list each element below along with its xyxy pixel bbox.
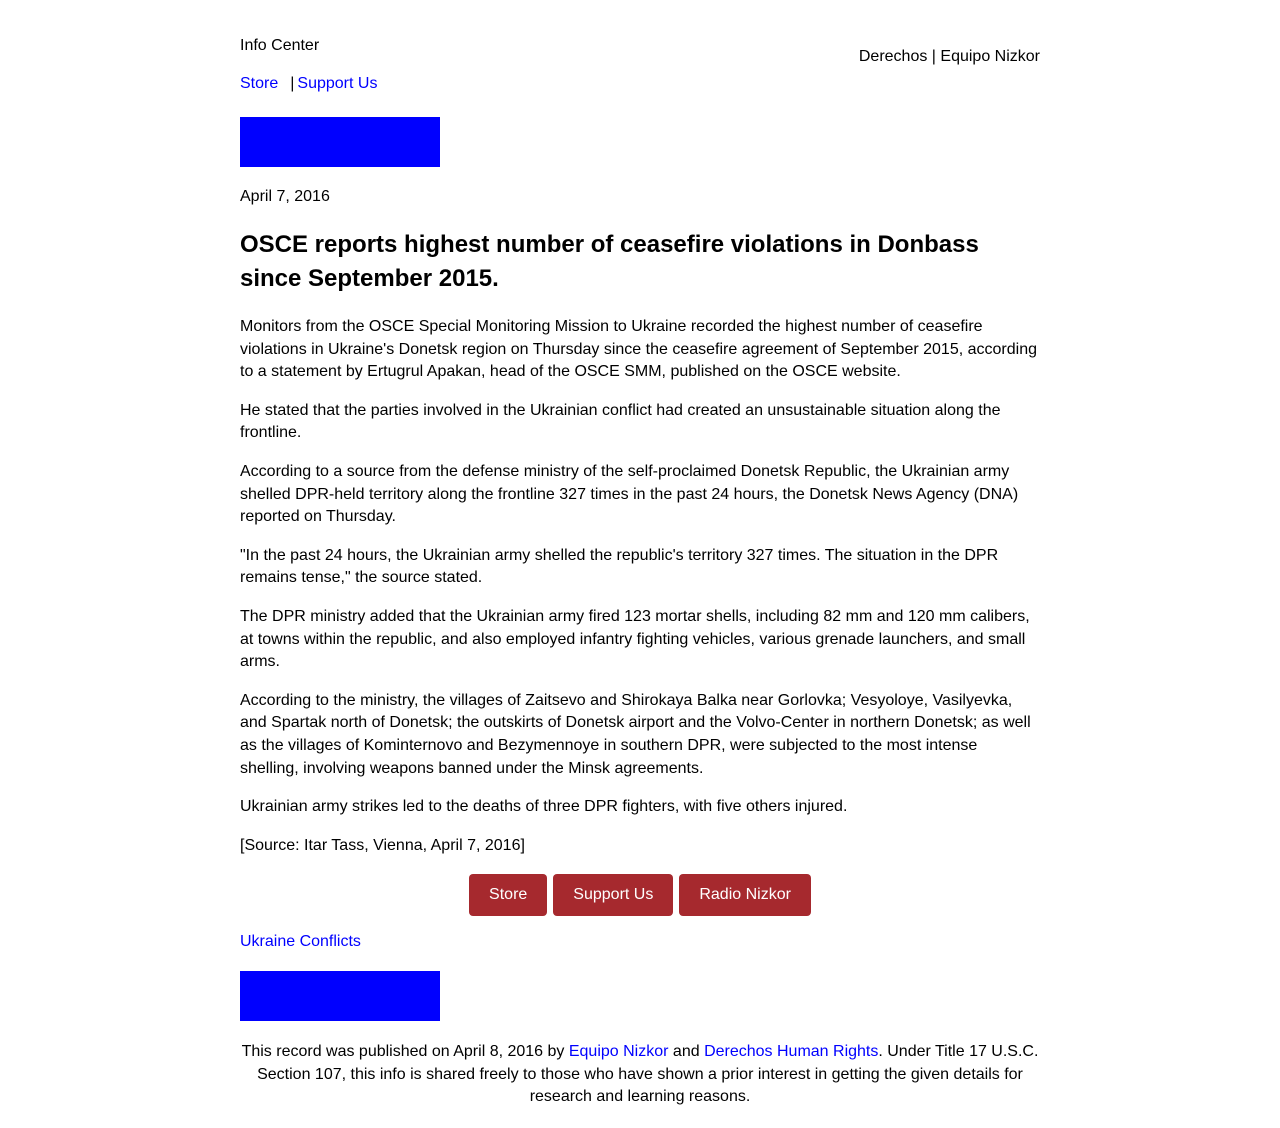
footer-text-suffix: . Under Title 17 U.S.C. Section 107, this info is shared freely to those who have shown a prior interest in getting the given details for research and learning reasons. — [257, 1043, 1039, 1106]
article-date: April 7, 2016 — [240, 188, 330, 205]
article-paragraph: He stated that the parties involved in the Ukrainian conflict had created an unsustainable situation along the frontline. — [240, 401, 1001, 442]
site-name: Derechos | Equipo Nizkor — [858, 48, 1040, 65]
footer-text-middle: and — [668, 1043, 705, 1061]
derechos-link[interactable]: Derechos Human Rights — [704, 1043, 879, 1061]
category — [240, 933, 1040, 951]
article-paragraph: Ukrainian army strikes led to the deaths of three DPR fighters, with five others injured. — [240, 798, 848, 816]
support-us-button[interactable]: Support Us — [553, 874, 673, 916]
article-paragraph: Monitors from the OSCE Special Monitoring Mission to Ukraine recorded the highest number of ceasefire violations in Ukraine's Donetsk region on Thursday since the ceasefire agreement of September 2015, according to a statement by Ertugrul Apakan, head of the OSCE SMM, published on the OSCE website. — [240, 318, 1037, 381]
top-nav — [240, 75, 1040, 93]
site-logo[interactable] — [240, 117, 440, 167]
article-title: OSCE reports highest number of ceasefire violations in Donbass since September 2015. — [240, 231, 979, 292]
radio-nizkor-button[interactable]: Radio Nizkor — [679, 874, 811, 916]
info-center-label: Info Center — [240, 37, 320, 54]
equipo-nizkor-link[interactable]: Equipo Nizkor — [568, 1043, 669, 1061]
footer — [240, 1041, 1040, 1108]
footer-logo[interactable] — [240, 971, 440, 1021]
header — [240, 37, 1040, 117]
store-link[interactable]: Store — [240, 75, 279, 92]
store-button[interactable]: Store — [469, 874, 547, 916]
article-paragraph: The DPR ministry added that the Ukrainian army fired 123 mortar shells, including 82 mm and 120 mm calibers, at towns within the republic, and also employed infantry fighting vehicles, various grenade launchers, and small arms. — [240, 607, 1030, 671]
category-link-ukraine-conflicts[interactable]: Ukraine Conflicts — [240, 933, 361, 951]
support-us-link[interactable]: Support Us — [297, 75, 378, 92]
footer-text-prefix: This record was published on April 8, 2016 by — [241, 1043, 569, 1061]
article-paragraph: According to the ministry, the villages of Zaitsevo and Shirokaya Balka near Gorlovka; Vesyoloye, Vasilyevka, and Spartak north of Donetsk; the outskirts of Donetsk airport and the Volvo-Center in northern Donetsk; as well as the villages of Kominternovo and Bezymennoye in southern DPR, were subjected to the most intense shelling, involving weapons banned under the Minsk agreements. — [240, 691, 1031, 777]
action-buttons — [240, 874, 1040, 916]
page — [240, 0, 1040, 1109]
article-paragraph: According to a source from the defense ministry of the self-proclaimed Donetsk Republic, the Ukrainian army shelled DPR-held territory along the frontline 327 times in the past 24 hours, the Donetsk News Agency (DNA) reported on Thursday. — [240, 462, 1019, 526]
article-source: [Source: Itar Tass, Vienna, April 7, 2016] — [240, 836, 525, 854]
article-body — [240, 316, 1040, 857]
article-paragraph: "In the past 24 hours, the Ukrainian army shelled the republic's territory 327 times. The situation in the DPR remains tense," the source stated. — [240, 546, 999, 587]
nav-separator: | — [290, 75, 295, 92]
